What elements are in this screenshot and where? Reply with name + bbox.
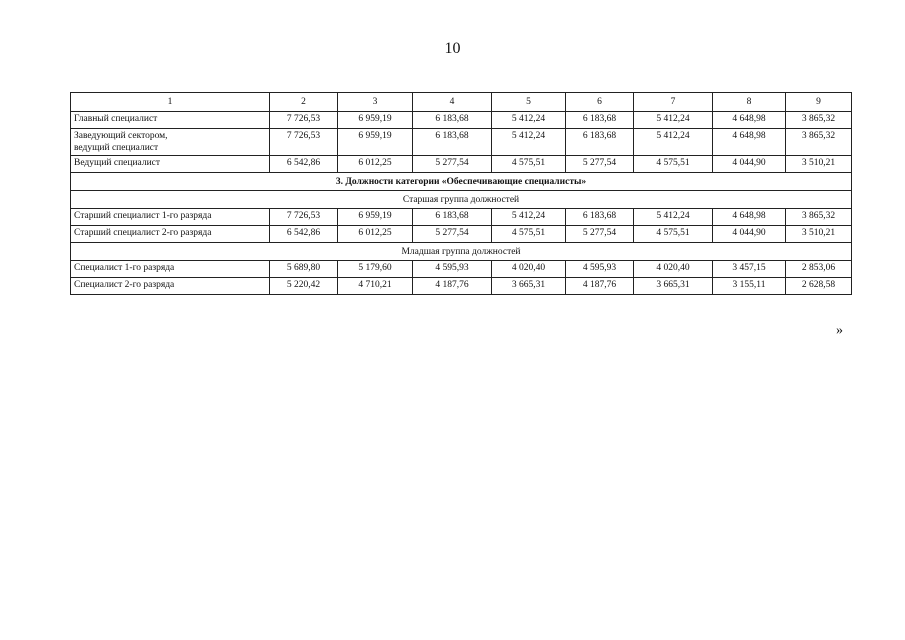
column-header: 1: [71, 93, 270, 112]
salary-cell: 4 575,51: [492, 226, 566, 243]
salary-cell: 4 648,98: [713, 112, 786, 129]
header-row: [71, 93, 852, 112]
salary-cell: 4 020,40: [634, 261, 713, 278]
salary-cell: 4 648,98: [713, 129, 786, 156]
position-name: Ведущий специалист: [71, 156, 270, 173]
salary-cell: 2 853,06: [786, 261, 852, 278]
table-row: [71, 112, 852, 129]
salary-cell: 4 187,76: [566, 278, 634, 295]
salary-cell: 5 220,42: [270, 278, 338, 295]
section-header-row: [71, 173, 852, 191]
salary-cell: 6 959,19: [338, 209, 413, 226]
salary-cell: 4 710,21: [338, 278, 413, 295]
column-header: 7: [634, 93, 713, 112]
page-number: 10: [444, 40, 461, 57]
table-row: [71, 129, 852, 156]
salary-cell: 5 412,24: [634, 112, 713, 129]
salary-cell: 6 012,25: [338, 156, 413, 173]
salary-cell: 4 648,98: [713, 209, 786, 226]
salary-cell: 6 012,25: [338, 226, 413, 243]
closing-quote-mark: »: [836, 323, 843, 338]
group-title: Младшая группа должностей: [71, 243, 852, 261]
salary-cell: 3 865,32: [786, 112, 852, 129]
table-row: [71, 261, 852, 278]
salary-cell: 5 277,54: [566, 156, 634, 173]
salary-cell: 6 183,68: [413, 129, 492, 156]
salary-table: [70, 92, 852, 295]
salary-cell: 5 277,54: [413, 226, 492, 243]
salary-cell: 3 665,31: [634, 278, 713, 295]
salary-cell: 6 542,86: [270, 156, 338, 173]
salary-cell: 6 183,68: [566, 129, 634, 156]
position-name: [71, 129, 270, 156]
column-header: 9: [786, 93, 852, 112]
salary-cell: 7 726,53: [270, 129, 338, 156]
salary-cell: 3 510,21: [786, 156, 852, 173]
salary-cell: 3 457,15: [713, 261, 786, 278]
salary-cell: 5 412,24: [492, 112, 566, 129]
salary-cell: 5 277,54: [566, 226, 634, 243]
position-name: Старший специалист 2-го разряда: [71, 226, 270, 243]
position-name-line-2: ведущий специалист: [74, 143, 159, 153]
salary-cell: 4 575,51: [492, 156, 566, 173]
salary-cell: 5 689,80: [270, 261, 338, 278]
position-name: Специалист 1-го разряда: [71, 261, 270, 278]
column-header: 5: [492, 93, 566, 112]
salary-cell: 2 628,58: [786, 278, 852, 295]
column-header: 2: [270, 93, 338, 112]
position-name: Главный специалист: [71, 112, 270, 129]
table-row: [71, 156, 852, 173]
salary-cell: 6 542,86: [270, 226, 338, 243]
salary-cell: 6 959,19: [338, 112, 413, 129]
column-header: 6: [566, 93, 634, 112]
salary-cell: 6 183,68: [566, 112, 634, 129]
salary-cell: 5 277,54: [413, 156, 492, 173]
salary-cell: 4 595,93: [566, 261, 634, 278]
salary-cell: 5 412,24: [634, 129, 713, 156]
salary-cell: 3 665,31: [492, 278, 566, 295]
group-header-row: [71, 191, 852, 209]
salary-cell: 5 412,24: [492, 129, 566, 156]
salary-cell: 3 865,32: [786, 209, 852, 226]
section-title: 3. Должности категории «Обеспечивающие специалисты»: [71, 173, 852, 191]
table-row: [71, 278, 852, 295]
column-header: 8: [713, 93, 786, 112]
column-header: 3: [338, 93, 413, 112]
salary-cell: 6 183,68: [566, 209, 634, 226]
salary-cell: 7 726,53: [270, 209, 338, 226]
salary-cell: 4 044,90: [713, 156, 786, 173]
salary-cell: 4 575,51: [634, 226, 713, 243]
salary-cell: 4 575,51: [634, 156, 713, 173]
group-header-row: [71, 243, 852, 261]
position-name-line-1: Заведующий сектором,: [74, 131, 168, 141]
salary-cell: 4 044,90: [713, 226, 786, 243]
salary-cell: 3 510,21: [786, 226, 852, 243]
salary-cell: 4 187,76: [413, 278, 492, 295]
column-header: 4: [413, 93, 492, 112]
table-row: [71, 209, 852, 226]
salary-cell: 6 959,19: [338, 129, 413, 156]
table-row: [71, 226, 852, 243]
salary-cell: 5 412,24: [634, 209, 713, 226]
position-name: Старший специалист 1-го разряда: [71, 209, 270, 226]
salary-cell: 3 155,11: [713, 278, 786, 295]
salary-cell: 7 726,53: [270, 112, 338, 129]
position-name: Специалист 2-го разряда: [71, 278, 270, 295]
salary-cell: 4 595,93: [413, 261, 492, 278]
salary-cell: 3 865,32: [786, 129, 852, 156]
salary-cell: 4 020,40: [492, 261, 566, 278]
salary-cell: 5 412,24: [492, 209, 566, 226]
salary-cell: 6 183,68: [413, 112, 492, 129]
salary-cell: 5 179,60: [338, 261, 413, 278]
salary-cell: 6 183,68: [413, 209, 492, 226]
group-title: Старшая группа должностей: [71, 191, 852, 209]
